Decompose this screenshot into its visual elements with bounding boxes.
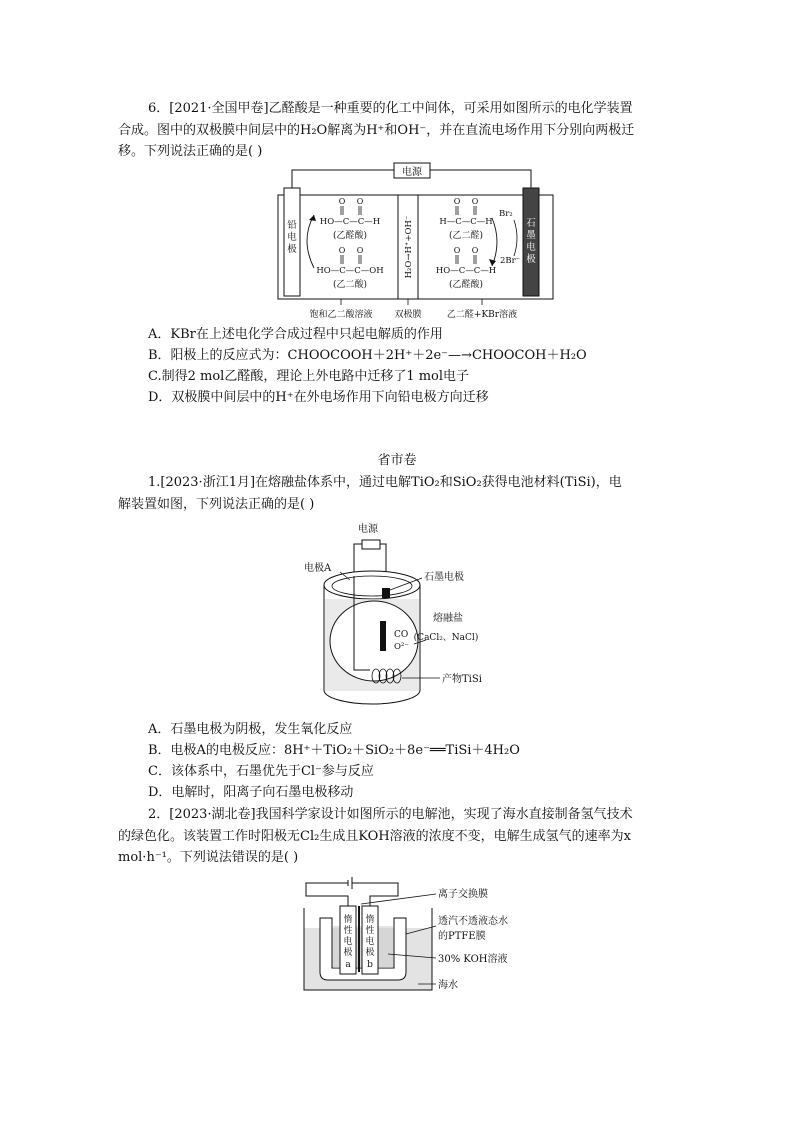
membrane-label: 双极膜 (394, 310, 422, 320)
electrode-a-char: a (345, 960, 351, 970)
q1-option-d: D．电解时，阳离子向石墨电极移动 (148, 785, 354, 800)
q1-stem-line-2: 解装置如图，下列说法正确的是( ) (118, 497, 315, 512)
oxalic-acid-name: (乙二酸) (332, 280, 368, 290)
electrode-a-char: 电 (343, 937, 353, 947)
graphite-electrode-char: 极 (526, 254, 536, 265)
glyoxylic-acid-formula-left: HO—C—C—H (319, 217, 381, 227)
ptfe-label-line-1: 透汽不透液态水 (438, 916, 508, 927)
electrode-b-char: 惰 (365, 915, 375, 925)
section-title: 省市卷 (377, 453, 417, 468)
q6-option-c: C.制得2 mol乙醛酸，理论上外电路中迁移了1 mol电子 (148, 369, 470, 384)
graphite-electrode-top (382, 588, 390, 598)
bromide-label: 2Br⁻ (500, 256, 521, 266)
q1-electrolysis-figure (304, 518, 510, 706)
power-source-label: 电源 (402, 167, 422, 178)
q6-option-d: D．双极膜中间层中的H⁺在外电场作用下向铅电极方向迁移 (148, 390, 489, 405)
q1-option-c: C．该体系中，石墨优先于Cl⁻参与反应 (148, 764, 374, 779)
bromine-label: Br₂ (499, 209, 513, 219)
q1-stem-line-1: 1.[2023·浙江1月]在熔融盐体系中，通过电解TiO₂和SiO₂获得电池材料(TiSi)，电 (148, 475, 622, 490)
molten-salt-composition: (CaCl₂、NaCl) (413, 633, 479, 643)
molten-salt-label: 熔融盐 (433, 613, 463, 624)
ptfe-label-line-2: 的PTFE膜 (438, 931, 486, 942)
electrode-b-char: 极 (365, 948, 375, 958)
right-bottom-o-1: O (453, 246, 461, 255)
glyoxal-formula: H—C—C—H (439, 217, 493, 227)
power-source-label: 电源 (358, 524, 378, 535)
left-solution-label: 饱和乙二酸溶液 (309, 310, 373, 320)
oxalic-acid-formula: HO—C—C—OH (316, 266, 384, 276)
left-top-o-1: O (338, 197, 346, 206)
graphite-electrode-label: 石墨电极 (424, 572, 464, 583)
graphite-electrode-char: 电 (526, 242, 536, 253)
power-source-box (362, 540, 380, 549)
right-wire (430, 170, 531, 188)
koh-solution-label: 30% KOH溶液 (438, 954, 508, 965)
q2-stem-line-1: 2．[2023·湖北卷]我国科学家设计如图所示的电解池，实现了海水直接制备氢气技术 (148, 807, 633, 822)
graphite-electrode-char: 墨 (526, 230, 536, 241)
right-bottom-o-2: O (471, 246, 479, 255)
seawater-label: 海水 (438, 980, 458, 991)
co-label: CO (394, 630, 409, 640)
electrode-a-char: 性 (343, 926, 353, 936)
electrode-b-char: 性 (365, 926, 375, 936)
q6-stem-line-1: 6．[2021·全国甲卷]乙醛酸是一种重要的化工中间体，可采用如图所示的电化学装置 (148, 101, 633, 116)
glyoxal-name: (乙二醛) (448, 231, 484, 241)
wire-left (306, 883, 348, 906)
right-top-o-1: O (453, 197, 461, 206)
q6-electrolysis-figure (270, 160, 560, 322)
q2-electrolysis-figure (298, 868, 528, 1000)
membrane-water-split: H₂O→H⁺+OH⁻ (404, 215, 414, 279)
q6-stem-line-3: 移。下列说法正确的是( ) (118, 144, 263, 159)
oxide-ion-label: O²⁻ (394, 642, 409, 652)
lead-electrode-char: 铅 (287, 220, 297, 231)
right-top-o-2: O (471, 197, 479, 206)
cylinder-bottom (324, 690, 420, 704)
left-wire (292, 170, 394, 188)
q2-stem-line-3: mol·h⁻¹。下列说法错误的是( ) (118, 850, 299, 865)
q1-option-b: B．电极A的电极反应：8H⁺＋TiO₂＋SiO₂＋8e⁻══TiSi＋4H₂O (148, 743, 520, 758)
graphite-electrode (380, 621, 386, 651)
right-solution-label: 乙二醛+KBr溶液 (446, 310, 518, 320)
q1-option-a: A．石墨电极为阴极，发生氧化反应 (148, 722, 353, 737)
electrode-a-char: 极 (343, 948, 353, 958)
left-top-o-2: O (356, 197, 364, 206)
q6-option-b: B．阳极上的反应式为：CHOOCOOH＋2H⁺＋2e⁻—→CHOOCOH＋H₂O (148, 348, 587, 363)
q2-stem-line-2: 的绿色化。该装置工作时阳极无Cl₂生成且KOH溶液的浓度不变，电解生成氢气的速率为x (118, 829, 632, 844)
electrode-a-label: 电极A (304, 563, 332, 574)
electrode-a-char: 惰 (343, 915, 353, 925)
glyoxylic-acid-name-right: (乙醛酸) (448, 280, 484, 290)
electrode-b-char: 电 (365, 937, 375, 947)
left-bottom-o-2: O (356, 246, 364, 255)
glyoxylic-acid-formula-right: HO—C—C—H (435, 266, 497, 276)
q6-stem-line-2: 合成。图中的双极膜中间层中的H₂O解离为H⁺和OH⁻，并在直流电场作用下分别向两极迁 (118, 123, 635, 138)
left-bottom-o-1: O (338, 246, 346, 255)
wire-right (352, 883, 398, 906)
ion-exchange-membrane-label: 离子交换膜 (438, 889, 488, 900)
lead-electrode-char: 极 (287, 244, 297, 255)
product-tisi-label: 产物TiSi (442, 674, 482, 685)
electrode-b-char: b (367, 960, 373, 970)
molten-salt-window (330, 601, 418, 681)
graphite-electrode-char: 石 (526, 218, 536, 229)
glyoxylic-acid-name-left: (乙醛酸) (332, 231, 368, 241)
lead-electrode-char: 电 (287, 232, 297, 243)
q6-option-a: A．KBr在上述电化学合成过程中只起电解质的作用 (148, 327, 443, 342)
